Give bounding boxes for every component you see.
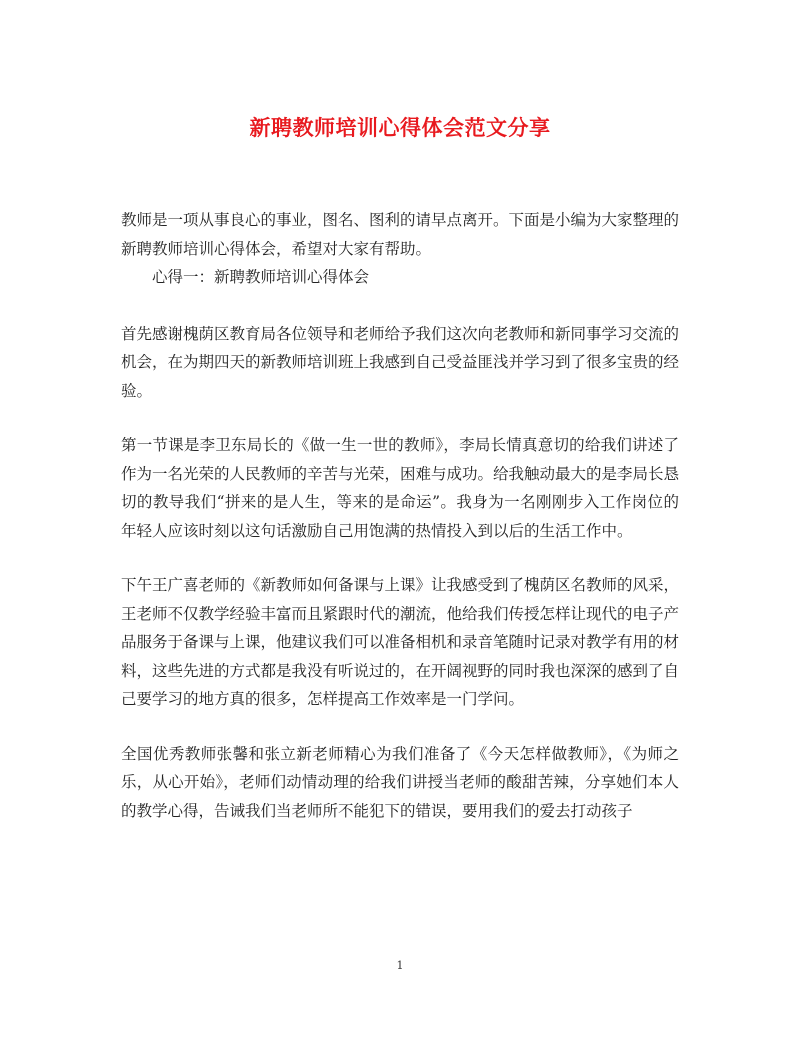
body-paragraph: 首先感谢槐荫区教育局各位领导和老师给予我们这次向老教师和新同事学习交流的机会，在为期四天的新教师培训班上我感到自己受益匪浅并学习到了很多宝贵的经验。 xyxy=(121,324,680,400)
document-body xyxy=(121,206,679,851)
document-title: 新聘教师培训心得体会范文分享 xyxy=(249,115,551,140)
body-paragraph: 第一节课是李卫东局长的《做一生一世的教师》，李局长情真意切的给我们讲述了作为一名光荣的人民教师的辛苦与光荣，困难与成功。给我触动最大的是李局长恳切的教导我们“拼来的是人生，等来的是命运”。我身为一名刚刚步入工作岗位的年轻人应该时刻以这句话激励自己用饱满的热情投入到以后的生活工作中。 xyxy=(121,436,680,540)
page-number: 1 xyxy=(396,959,404,972)
body-paragraph: 全国优秀教师张馨和张立新老师精心为我们准备了《今天怎样做教师》，《为师之乐，从心开始》，老师们动情动理的给我们讲授当老师的酸甜苦辣，分享她们本人的教学心得，告诫我们当老师所不能犯下的错误，要用我们的爱去打动孩子 xyxy=(121,744,679,820)
intro-paragraph: 教师是一项从事良心的事业，图名、图利的请早点离开。下面是小编为大家整理的新聘教师培训心得体会，希望对大家有帮助。 xyxy=(121,211,680,258)
body-paragraph: 下午王广喜老师的《新教师如何备课与上课》让我感受到了槐荫区名教师的风采，王老师不仅教学经验丰富而且紧跟时代的潮流，他给我们传授怎样让现代的电子产品服务于备课与上课，他建议我们可以准备相机和录音笔随时记录对教学有用的材料，这些先进的方式都是我没有听说过的，在开阔视野的同时我也深深的感到了自己要学习的地方真的很多，怎样提高工作效率是一门学问。 xyxy=(121,576,680,708)
section-heading: 心得一：新聘教师培训心得体会 xyxy=(152,268,370,286)
